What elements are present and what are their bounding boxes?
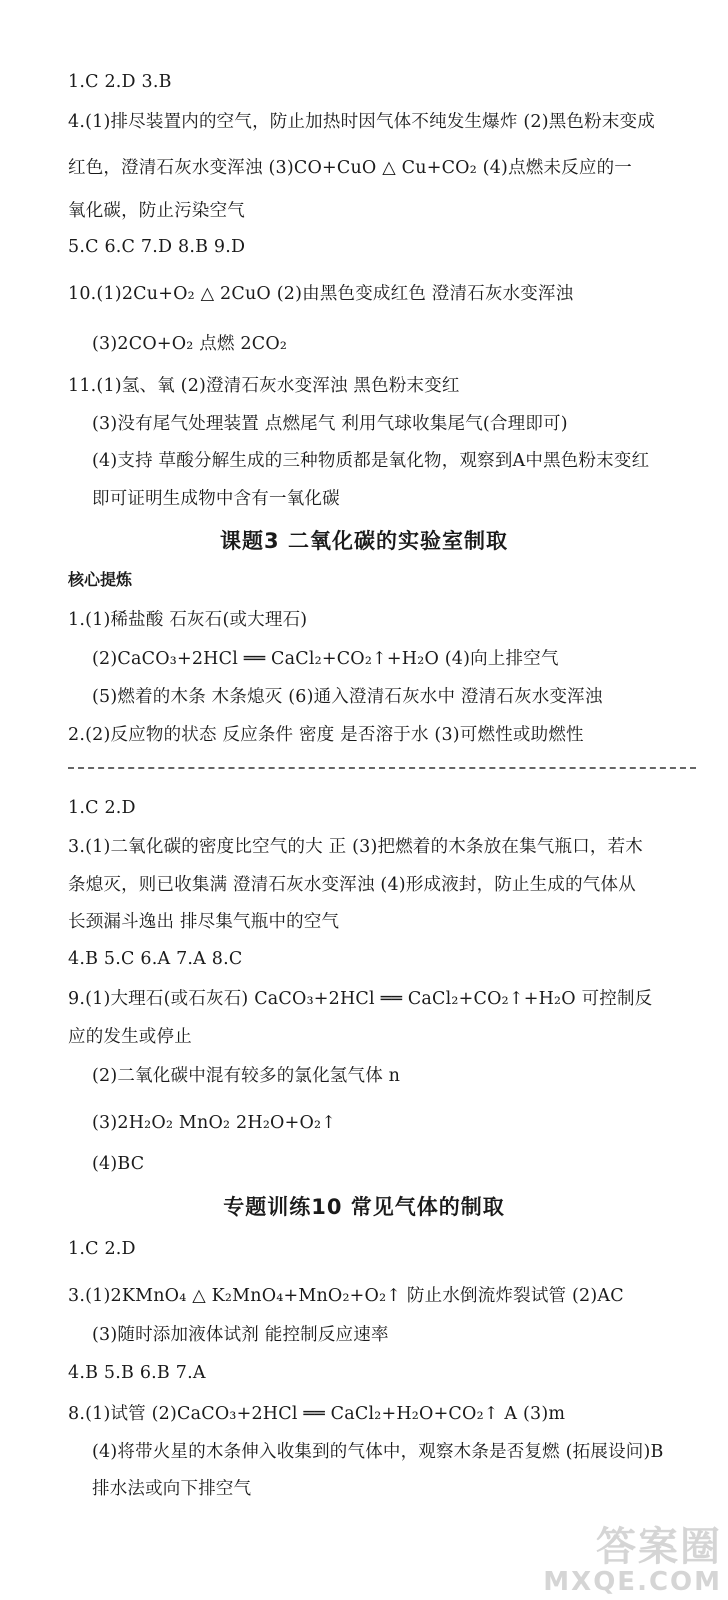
answer-line: 5.C 6.C 7.D 8.B 9.D — [68, 237, 246, 257]
answer-line: 1.C 2.D — [68, 1239, 136, 1259]
answer-line: 长颈漏斗逸出 排尽集气瓶中的空气 — [68, 912, 340, 932]
answer-line: 3.(1)2KMnO₄ △ K₂MnO₄+MnO₂+O₂↑ 防止水倒流炸裂试管 (2)AC — [68, 1286, 624, 1306]
answer-line: (2)二氧化碳中混有较多的氯化氢气体 n — [92, 1066, 401, 1086]
answer-line: 即可证明生成物中含有一氧化碳 — [92, 489, 340, 509]
answer-line: 4.B 5.B 6.B 7.A — [68, 1363, 206, 1383]
answer-line: 应的发生或停止 — [68, 1027, 192, 1047]
answer-line: 3.(1)二氧化碳的密度比空气的大 正 (3)把燃着的木条放在集气瓶口，若木 — [68, 837, 643, 857]
section-title: 专题训练10 常见气体的制取 — [223, 1195, 505, 1219]
answer-line: 1.(1)稀盐酸 石灰石(或大理石) — [68, 610, 308, 630]
answer-line: (4)将带火星的木条伸入收集到的气体中，观察木条是否复燃 (拓展设问)B — [92, 1442, 664, 1462]
section-title: 课题3 二氧化碳的实验室制取 — [220, 529, 508, 553]
answer-line: (4)支持 草酸分解生成的三种物质都是氧化物，观察到A中黑色粉末变红 — [92, 451, 650, 471]
answer-line: 8.(1)试管 (2)CaCO₃+2HCl ══ CaCl₂+H₂O+CO₂↑ A (3)m — [68, 1404, 566, 1424]
answer-line: 红色，澄清石灰水变浑浊 (3)CO+CuO △ Cu+CO₂ (4)点燃未反应的一 — [68, 158, 632, 178]
answer-line: 氧化碳，防止污染空气 — [68, 201, 245, 221]
answer-line: 9.(1)大理石(或石灰石) CaCO₃+2HCl ══ CaCl₂+CO₂↑+H₂O 可控制反 — [68, 989, 653, 1009]
answer-line: (3)2CO+O₂ 点燃 2CO₂ — [92, 334, 288, 354]
answer-line: (3)没有尾气处理装置 点燃尾气 利用气球收集尾气(合理即可) — [92, 414, 568, 434]
answer-line: (3)随时添加液体试剂 能控制反应速率 — [92, 1325, 389, 1345]
watermark-logo — [543, 1526, 722, 1596]
answer-line: (3)2H₂O₂ MnO₂ 2H₂O+O₂↑ — [92, 1113, 337, 1133]
answer-line: 2.(2)反应物的状态 反应条件 密度 是否溶于水 (3)可燃性或助燃性 — [68, 725, 584, 745]
watermark-url: MXQE.COM — [543, 1567, 722, 1597]
watermark-text: 答案圈 — [596, 1524, 722, 1570]
answer-line: 排水法或向下排空气 — [92, 1479, 252, 1499]
answer-line: (2)CaCO₃+2HCl ══ CaCl₂+CO₂↑+H₂O (4)向上排空气 — [92, 649, 559, 669]
answer-line: 4.B 5.C 6.A 7.A 8.C — [68, 949, 243, 969]
answer-line: 11.(1)氢、氧 (2)澄清石灰水变浑浊 黑色粉末变红 — [68, 376, 460, 396]
answer-line: 1.C 2.D 3.B — [68, 72, 172, 92]
dashed-divider — [68, 767, 696, 769]
answer-line: 1.C 2.D — [68, 798, 136, 818]
answer-line: 10.(1)2Cu+O₂ △ 2CuO (2)由黑色变成红色 澄清石灰水变浑浊 — [68, 284, 574, 304]
answer-line: (4)BC — [92, 1154, 145, 1174]
answer-line: (5)燃着的木条 木条熄灭 (6)通入澄清石灰水中 澄清石灰水变浑浊 — [92, 687, 603, 707]
section-subtitle: 核心提炼 — [68, 570, 133, 589]
answer-line: 条熄灭，则已收集满 澄清石灰水变浑浊 (4)形成液封，防止生成的气体从 — [68, 875, 636, 895]
answer-line: 4.(1)排尽装置内的空气，防止加热时因气体不纯发生爆炸 (2)黑色粉末变成 — [68, 112, 655, 132]
